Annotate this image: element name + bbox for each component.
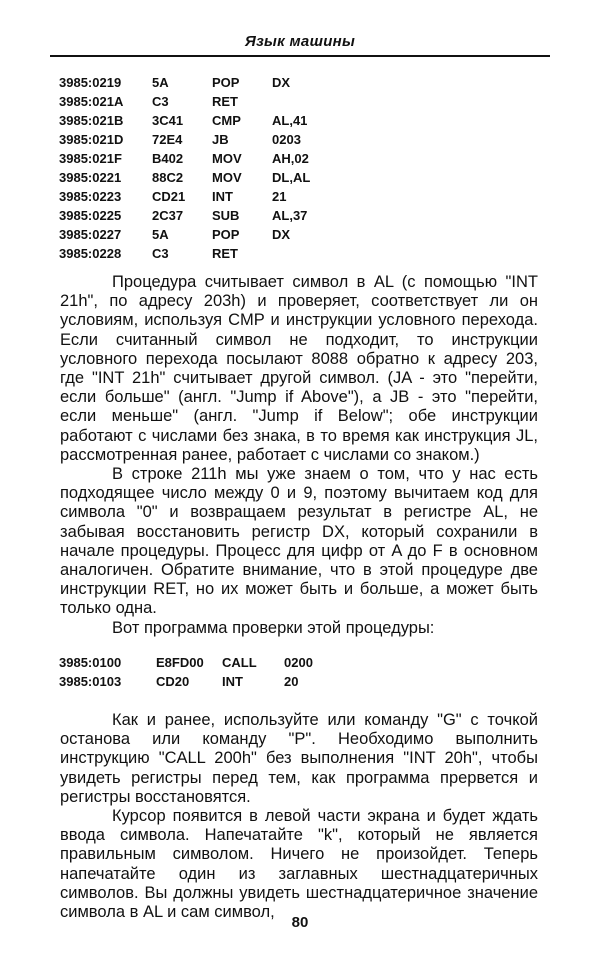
code-operand: DX bbox=[272, 75, 291, 90]
code-bytes: CD21 bbox=[152, 189, 186, 204]
code-operand: DX bbox=[272, 227, 291, 242]
code-operand: 0200 bbox=[284, 655, 313, 670]
paragraph: Как и ранее, используйте или команду "G" с точкой останова или команду "P". Необходимо выполнить инструкцию "CALL 200h" без выполнения "INT 20h", чтобы увидеть регистры перед тем, как программа прервется и регистры восстановятся. bbox=[60, 711, 538, 806]
code-address: 3985:0228 bbox=[59, 246, 122, 261]
code-address: 3985:0221 bbox=[59, 170, 122, 185]
code-operand: DL,AL bbox=[272, 170, 311, 185]
code-bytes: CD20 bbox=[156, 674, 190, 689]
code-bytes: 5A bbox=[152, 227, 169, 242]
code-address: 3985:0227 bbox=[59, 227, 122, 242]
code-operand: AH,02 bbox=[272, 151, 309, 166]
code-mnemonic: INT bbox=[212, 189, 233, 204]
code-mnemonic: MOV bbox=[212, 151, 242, 166]
code-mnemonic: JB bbox=[212, 132, 229, 147]
header-rule bbox=[50, 55, 550, 57]
code-bytes: 88C2 bbox=[152, 170, 184, 185]
code-operand: 20 bbox=[284, 674, 299, 689]
code-bytes: E8FD00 bbox=[156, 655, 204, 670]
code-bytes: C3 bbox=[152, 246, 169, 261]
code-address: 3985:021B bbox=[59, 113, 124, 128]
paragraph: Процедура считывает символ в AL (с помощью "INT 21h", по адресу 203h) и проверяет, соответствует ли он условиям, используя CMP и инструкции условного перехода. Если считанный символ не подходит, то инструкции условного перехода посылают 8088 обратно к адресу 203, где "INT 21h" считывает другой символ. (JA - это "перейти, если больше" (англ. "Jump if Above"), а JB - это "перейти, если меньше" (англ. "Jump if Below"; обе инструкции работают с числами без знака, в то время как инструкция JL, рассмотренная ранее, работает с числами со знаком.) bbox=[60, 273, 538, 464]
code-mnemonic: RET bbox=[212, 94, 238, 109]
body-text-1 bbox=[60, 273, 538, 638]
code-operand: AL,41 bbox=[272, 113, 308, 128]
code-bytes: 3C41 bbox=[152, 113, 184, 128]
code-operand: 21 bbox=[272, 189, 287, 204]
code-address: 3985:021A bbox=[59, 94, 124, 109]
code-mnemonic: POP bbox=[212, 75, 240, 90]
code-mnemonic: POP bbox=[212, 227, 240, 242]
paragraph: В строке 211h мы уже знаем о том, что у нас есть подходящее число между 0 и 9, поэтому вычитаем код для символа "0" и возвращаем результат в регистре AL, не забывая восстановить регистр DX, который сохранили в начале процедуры. Процесс для цифр от A до F в основном аналогичен. Обратите внимание, что в этой процедуре две инструкции RET, но их может быть и больше, а может быть только одна. bbox=[60, 465, 538, 618]
running-header: Язык машины bbox=[244, 33, 356, 50]
code-address: 3985:0100 bbox=[59, 655, 122, 670]
code-operand: AL,37 bbox=[272, 208, 308, 223]
code-mnemonic: INT bbox=[222, 674, 243, 689]
code-mnemonic: SUB bbox=[212, 208, 240, 223]
code-address: 3985:0103 bbox=[59, 674, 122, 689]
code-address: 3985:0219 bbox=[59, 75, 122, 90]
code-bytes: 72E4 bbox=[152, 132, 183, 147]
code-address: 3985:0225 bbox=[59, 208, 122, 223]
code-bytes: B402 bbox=[152, 151, 184, 166]
body-text-2 bbox=[60, 711, 538, 922]
code-bytes: 2C37 bbox=[152, 208, 184, 223]
code-operand: 0203 bbox=[272, 132, 301, 147]
code-mnemonic: CALL bbox=[222, 655, 257, 670]
code-bytes: C3 bbox=[152, 94, 169, 109]
code-mnemonic: RET bbox=[212, 246, 238, 261]
code-address: 3985:021D bbox=[59, 132, 124, 147]
paragraph: Курсор появится в левой части экрана и будет ждать ввода символа. Напечатайте "k", который не является правильным символом. Ничего не произойдет. Теперь напечатайте один из заглавных шестнадцатеричных символов. Вы должны увидеть шестнадцатеричное значение символа в AL и сам символ, bbox=[60, 807, 538, 922]
code-mnemonic: CMP bbox=[212, 113, 241, 128]
code-bytes: 5A bbox=[152, 75, 169, 90]
code-address: 3985:021F bbox=[59, 151, 122, 166]
code-mnemonic: MOV bbox=[212, 170, 242, 185]
code-address: 3985:0223 bbox=[59, 189, 122, 204]
page-number: 80 bbox=[291, 914, 309, 931]
paragraph: Вот программа проверки этой процедуры: bbox=[112, 618, 435, 637]
